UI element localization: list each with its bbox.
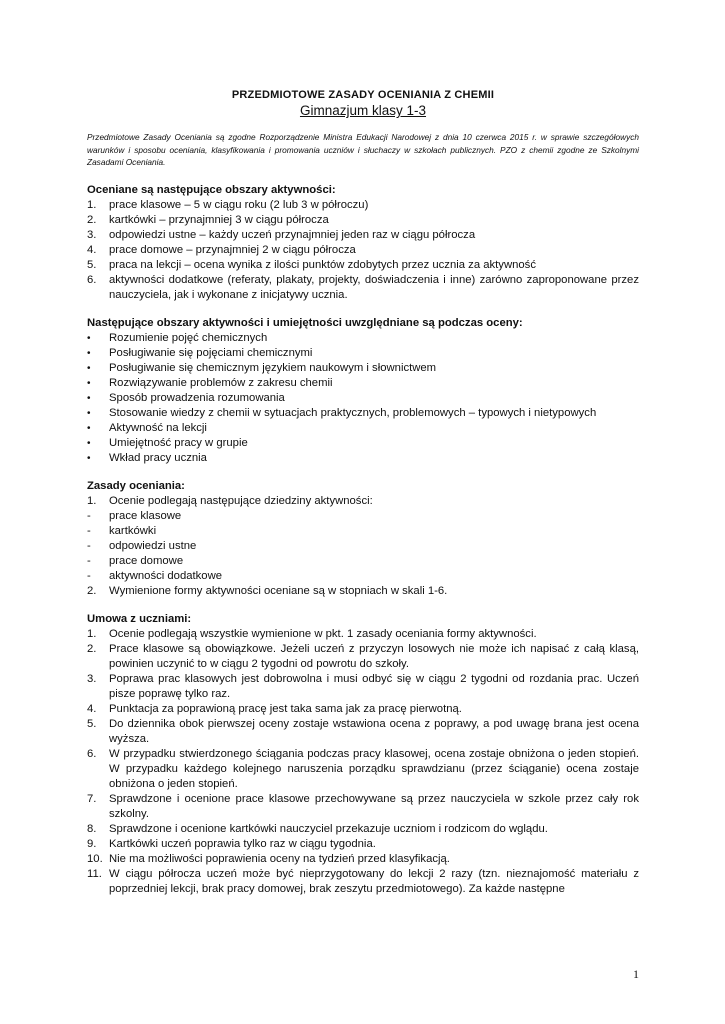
list-item-text: kartkówki (109, 524, 157, 537)
list-item-text: Poprawa prac klasowych jest dobrowolna i musi odbyć się w ciągu 2 tygodni od rozdania prac. Uczeń pisze poprawę tylko raz. (109, 672, 639, 700)
list-number: 10. (87, 852, 103, 865)
list-item (87, 822, 639, 837)
list-number: 7. (87, 792, 97, 805)
list-item (87, 228, 639, 243)
section-activity-areas-heading: Oceniane są następujące obszary aktywności: (87, 183, 336, 196)
sub-list-item (87, 539, 639, 554)
list-item (87, 243, 639, 258)
list-item-text: W ciągu półrocza uczeń może być nieprzygotowany do lekcji 2 razy (tzn. nieznajomość materiału z poprzedniej lekcji, brak pracy domowej, brak zeszytu przedmiotowego). Za każde następne (109, 867, 639, 895)
list-item (87, 436, 639, 451)
document-page (87, 88, 639, 897)
list-item (87, 584, 639, 599)
intro-paragraph: Przedmiotowe Zasady Oceniania są zgodne Rozporządzenie Ministra Edukacji Narodowej z dnia 10 czerwca 2015 r. w sprawie szczegółowych warunków i sposobu oceniania, klasyfikowania i promowania uczniów i słuchaczy w szkołach publicznych. PZO z chemii zgodne ze Szkolnymi Zasadami Oceniania. (87, 132, 639, 167)
list-number: 2. (87, 213, 97, 226)
list-item-text: Stosowanie wiedzy z chemii w sytuacjach praktycznych, problemowych – typowych i nietypowych (109, 406, 597, 419)
list-item-text: Prace klasowe są obowiązkowe. Jeżeli uczeń z przyczyn losowych nie może ich napisać z całą klasą, powinien uczynić to w ciągu 2 tygodni od powrotu do szkoły. (109, 642, 639, 670)
section-agreement-list (87, 627, 639, 897)
sub-list-item (87, 509, 639, 524)
bullet-icon: • (87, 407, 91, 419)
list-item (87, 213, 639, 228)
list-item (87, 702, 639, 717)
document-title: PRZEDMIOTOWE ZASADY OCENIANIA Z CHEMII (231, 89, 495, 101)
list-item-text: Wymienione formy aktywności oceniane są w stopniach w skali 1-6. (109, 584, 448, 597)
list-item (87, 391, 639, 406)
section-agreement-heading: Umowa z uczniami: (87, 612, 192, 625)
bullet-icon: • (87, 437, 91, 449)
section-activity-areas-list (87, 198, 639, 303)
list-item-text: prace domowe (109, 554, 184, 567)
list-item (87, 494, 639, 509)
list-item (87, 672, 639, 702)
dash-marker: - (87, 509, 91, 522)
list-item-text: aktywności dodatkowe (referaty, plakaty, projekty, doświadczenia i inne) zarówno zaproponowane przez nauczyciela, jak i wykonane z inicjatywy ucznia. (109, 273, 639, 301)
list-item-text: W przypadku stwierdzonego ściągania podczas pracy klasowej, ocena zostaje obniżona o jeden stopień. W przypadku każdego kolejnego naruszenia porządku sprawdzianu (przez ściąganie) ocena zostaje obniżona o jeden stopień. (109, 747, 639, 790)
list-item-text: Rozwiązywanie problemów z zakresu chemii (109, 376, 333, 389)
list-item-text: Sprawdzone i ocenione kartkówki nauczyciel przekazuje uczniom i rodzicom do wglądu. (109, 822, 548, 835)
list-item-text: Do dziennika obok pierwszej oceny zostaje wstawiona ocena z poprawy, a pod uwagę brana jest ocena wyższa. (109, 717, 639, 745)
dash-marker: - (87, 524, 91, 537)
list-item-text: prace klasowe (109, 509, 182, 522)
list-number: 2. (87, 642, 97, 655)
list-item-text: Punktacja za poprawioną pracę jest taka sama jak za pracę pierwotną. (109, 702, 462, 715)
list-item-text: Ocenie podlegają następujące dziedziny aktywności: (109, 494, 373, 507)
sub-list-item (87, 569, 639, 584)
list-item (87, 198, 639, 213)
list-number: 2. (87, 584, 97, 597)
dash-marker: - (87, 554, 91, 567)
list-item (87, 361, 639, 376)
bullet-icon: • (87, 452, 91, 464)
list-item-text: Kartkówki uczeń poprawia tylko raz w ciągu tygodnia. (109, 837, 376, 850)
sub-list-item (87, 554, 639, 569)
list-number: 1. (87, 627, 97, 640)
list-item (87, 627, 639, 642)
list-item-text: Sposób prowadzenia rozumowania (109, 391, 285, 404)
list-item-text: prace klasowe – 5 w ciągu roku (2 lub 3 w półroczu) (109, 198, 369, 211)
section-skills-heading: Następujące obszary aktywności i umiejętności uwzględniane są podczas oceny: (87, 316, 523, 329)
list-number: 3. (87, 228, 97, 241)
list-item-text: Nie ma możliwości poprawienia oceny na tydzień przed klasyfikacją. (109, 852, 450, 865)
bullet-icon: • (87, 392, 91, 404)
bullet-icon: • (87, 347, 91, 359)
list-item (87, 642, 639, 672)
list-item (87, 421, 639, 436)
list-item (87, 331, 639, 346)
list-number: 4. (87, 243, 97, 256)
list-item (87, 273, 639, 303)
list-number: 6. (87, 273, 97, 286)
bullet-icon: • (87, 332, 91, 344)
list-item-text: Rozumienie pojęć chemicznych (109, 331, 268, 344)
sub-list-item (87, 524, 639, 539)
list-item-text: Posługiwanie się chemicznym językiem naukowym i słownictwem (109, 361, 437, 374)
list-number: 9. (87, 837, 97, 850)
document-subtitle: Gimnazjum klasy 1-3 (299, 103, 427, 118)
list-item (87, 747, 639, 792)
list-item-text: Posługiwanie się pojęciami chemicznymi (109, 346, 313, 359)
list-item-text: aktywności dodatkowe (109, 569, 223, 582)
dash-marker: - (87, 569, 91, 582)
list-item (87, 346, 639, 361)
list-item (87, 376, 639, 391)
list-item-text: Aktywność na lekcji (109, 421, 207, 434)
section-grading-rules-heading: Zasady oceniania: (87, 479, 185, 492)
list-item-text: Sprawdzone i ocenione prace klasowe przechowywane są przez nauczyciela w szkole przez cały rok szkolny. (109, 792, 639, 820)
list-item-text: odpowiedzi ustne (109, 539, 197, 552)
list-number: 5. (87, 258, 97, 271)
list-number: 1. (87, 198, 97, 211)
list-item (87, 451, 639, 466)
list-item (87, 837, 639, 852)
list-number: 6. (87, 747, 97, 760)
list-item-text: praca na lekcji – ocena wynika z ilości punktów zdobytych przez ucznia za aktywność (109, 258, 536, 271)
list-item-text: Umiejętność pracy w grupie (109, 436, 248, 449)
list-item (87, 717, 639, 747)
list-item-text: Ocenie podlegają wszystkie wymienione w pkt. 1 zasady oceniania formy aktywności. (109, 627, 537, 640)
list-item-text: odpowiedzi ustne – każdy uczeń przynajmniej jeden raz w ciągu półrocza (109, 228, 476, 241)
dash-marker: - (87, 539, 91, 552)
list-item (87, 867, 639, 897)
list-number: 5. (87, 717, 97, 730)
bullet-icon: • (87, 422, 91, 434)
list-number: 4. (87, 702, 97, 715)
list-number: 3. (87, 672, 97, 685)
list-item-text: prace domowe – przynajmniej 2 w ciągu półrocza (109, 243, 356, 256)
list-item (87, 258, 639, 273)
page-number: 1 (633, 967, 639, 981)
list-number: 1. (87, 494, 97, 507)
list-item-text: Wkład pracy ucznia (109, 451, 207, 464)
list-item-text: kartkówki – przynajmniej 3 w ciągu półrocza (109, 213, 329, 226)
list-item (87, 852, 639, 867)
bullet-icon: • (87, 362, 91, 374)
list-number: 11. (87, 867, 102, 880)
list-item (87, 792, 639, 822)
section-skills-list (87, 331, 639, 466)
bullet-icon: • (87, 377, 91, 389)
list-number: 8. (87, 822, 97, 835)
section-grading-rules-list (87, 494, 639, 599)
list-item (87, 406, 639, 421)
